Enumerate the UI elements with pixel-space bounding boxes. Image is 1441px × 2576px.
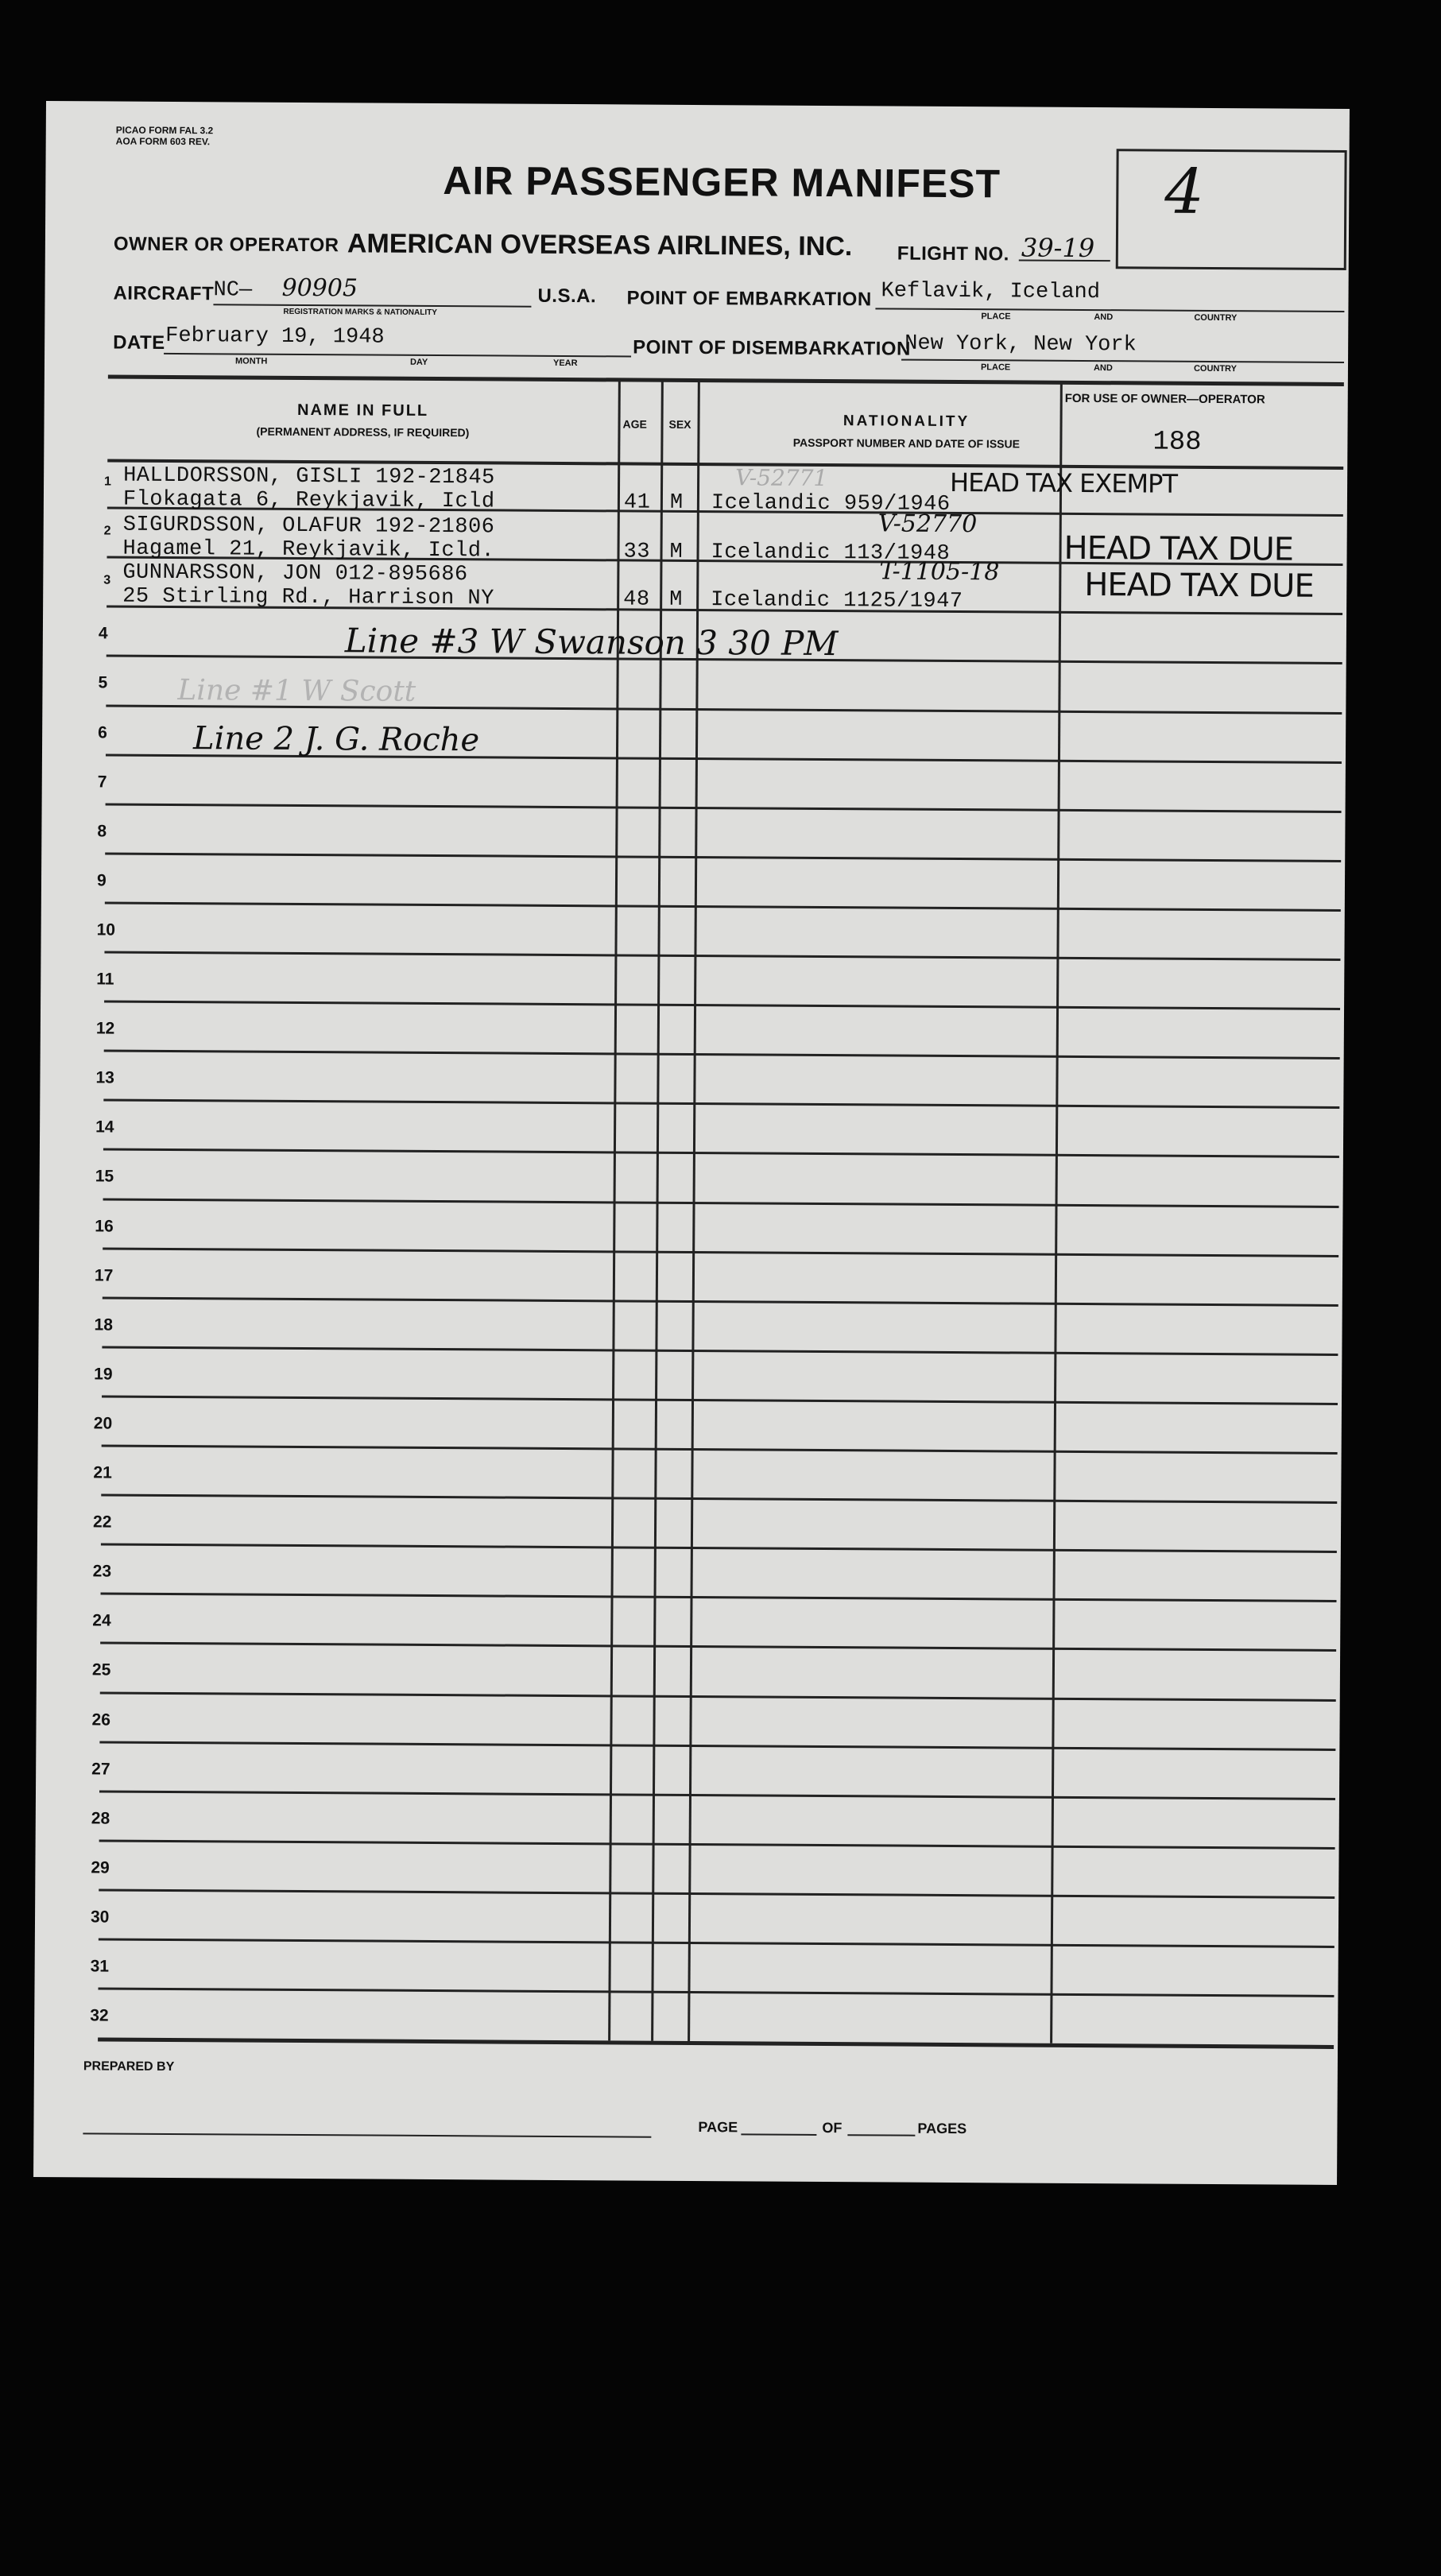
passenger-3-name: GUNNARSSON, JON 012-895686 [122, 560, 468, 587]
row-number: 23 [92, 1562, 112, 1581]
passenger-2-nationality: Icelandic 113/1948 [711, 540, 951, 566]
row-divider [103, 1198, 1339, 1207]
handwritten-line-2: Line #1 W Scott [177, 674, 416, 708]
row-number: 16 [95, 1216, 114, 1236]
row-divider [102, 1346, 1338, 1355]
row-divider [105, 852, 1341, 862]
row-number: 29 [91, 1858, 110, 1877]
passenger-3-address: 25 Stirling Rd., Harrison NY [122, 584, 494, 611]
row-divider [98, 1988, 1334, 1997]
row-number: 9 [96, 871, 107, 890]
row-number: 13 [95, 1068, 114, 1087]
prepared-by-line [83, 2132, 651, 2137]
passenger-3-age: 48 [623, 587, 650, 612]
row-number: 10 [96, 920, 116, 939]
date-value: February 19, 1948 [165, 323, 385, 350]
passenger-1-annotation: V-52771 [735, 464, 828, 492]
handwritten-line-1: Line #3 W Swanson 3 30 PM [344, 621, 839, 664]
handwritten-line-3: Line 2 J. G. Roche [192, 720, 480, 759]
passenger-1-stamp: HEAD TAX EXEMPT [949, 467, 1178, 499]
aircraft-prefix: NC— [213, 278, 253, 303]
owner-use-number: 188 [1152, 427, 1202, 458]
row-number: 2 [103, 524, 111, 538]
passenger-2-address: Hagamel 21, Reykjavik, Icld. [122, 537, 495, 564]
table-bottom-rule [98, 2037, 1334, 2048]
page-title: AIR PASSENGER MANIFEST [443, 158, 1001, 207]
owner-col-line [1050, 382, 1063, 2043]
row-number: 15 [95, 1167, 114, 1186]
row-divider [103, 1296, 1338, 1306]
passenger-1-nationality: Icelandic 959/1946 [711, 491, 951, 517]
passenger-3-nationality: Icelandic 1125/1947 [711, 588, 963, 614]
page-label: PAGE [698, 2119, 738, 2136]
passenger-2-stamp: HEAD TAX DUE [1063, 529, 1294, 568]
disembarkation-value: New York, New York [904, 331, 1137, 358]
pages-label: PAGES [917, 2120, 967, 2137]
flight-label: FLIGHT NO. [897, 242, 1009, 265]
row-number: 1 [104, 475, 112, 489]
aircraft-country: U.S.A. [537, 285, 597, 308]
prepared-by-label: PREPARED BY [83, 2059, 175, 2074]
row-divider [101, 1494, 1337, 1504]
row-number: 8 [97, 822, 107, 841]
row-number: 11 [96, 970, 114, 989]
row-divider [101, 1544, 1337, 1553]
row-number: 22 [93, 1513, 112, 1532]
row-divider [103, 1099, 1339, 1109]
passenger-3-stamp: HEAD TAX DUE [1084, 566, 1314, 605]
passenger-3-annotation: T-1105-18 [879, 557, 1000, 587]
row-number: 5 [98, 673, 108, 692]
manifest-page: PICAO FORM FAL 3.2 AOA FORM 603 REV. AIR PASSENGER MANIFEST 4 OWNER OR OPERATOR AMERICAN OVERSEAS AIRLINES, INC. FLIGHT NO. 39-19 AIRCRAFT NC— 90905 REGISTRATION MARKS & NATIONALITY U.S.A. POINT OF EMBARKATION Keflavik, Iceland PLACE AND COUNTRY DATE February 19, 1948 MONTH DAY YEAR POINT OF DISEMBARKATION New York, New York PLACE AND COUNTRY NAME IN FULL (PERMANENT ADDRESS, IF REQUIRED) AGE SEX NATIONALITY PASSPORT NUMBER AND DATE OF ISSUE FOR USE OF OWNER—OPERATOR 188 1 2 3 4 5 6 7 8 9 10 11 12 13 14 15 16 17 18 19 20 21 22 23 24 25 26 27 28 29 30 31 32 HALLDORSSON, GISLI 192-21845 Flokagata 6, Reykjavik, Icld 41 M Icelandic 959/1946 V-52771 HEAD TAX EXEMPT SIGURDSSON, OLAFUR 192-21806 Hagamel 21, Reykjavik, Icld. 33 M Icelandic 113/1948 V-52770 HEAD TAX DUE GUNNARSSON, JON 012-895686 25 Stirling Rd., Harrison NY 48 M Icelandic 1125/1947 T-1105-18 HEAD TAX DUE Line #3 W Swanson 3 30 PM Line #1 W Scott Line 2 J. G. Roche PREPARED BY PAGE OF PAGES [33, 101, 1350, 2185]
row-divider [104, 1001, 1340, 1010]
row-divider [103, 1247, 1338, 1257]
row-divider [101, 1593, 1337, 1602]
row-number: 31 [90, 1957, 110, 1976]
name-header: NAME IN FULL (PERMANENT ADDRESS, IF REQUIRED) [256, 401, 470, 440]
nationality-header: NATIONALITY PASSPORT NUMBER AND DATE OF ISSUE [792, 413, 1021, 451]
row-number: 25 [91, 1660, 111, 1679]
date-label: DATE [113, 331, 165, 354]
row-divider [99, 1790, 1335, 1799]
row-number: 32 [90, 2006, 109, 2025]
owner-use-header: FOR USE OF OWNER—OPERATOR [1064, 391, 1265, 407]
row-number: 19 [94, 1365, 113, 1384]
row-number: 21 [93, 1463, 112, 1482]
row-number: 17 [94, 1265, 114, 1285]
row-number: 27 [91, 1759, 110, 1779]
passenger-1-sex: M [669, 490, 684, 515]
passenger-1-name: HALLDORSSON, GISLI 192-21845 [123, 463, 495, 490]
row-divider [100, 1642, 1336, 1652]
row-number: 20 [93, 1414, 113, 1433]
of-label: OF [822, 2120, 843, 2136]
passenger-2-annotation: V-52770 [877, 509, 978, 539]
row-number: 12 [95, 1019, 115, 1038]
corner-box [1116, 149, 1347, 270]
form-id: PICAO FORM FAL 3.2 AOA FORM 603 REV. [115, 124, 214, 148]
aircraft-sub: REGISTRATION MARKS & NATIONALITY [283, 307, 437, 318]
aircraft-label: AIRCRAFT [113, 282, 215, 305]
row-divider [103, 1149, 1339, 1158]
row-number: 7 [97, 773, 107, 792]
row-divider [104, 951, 1340, 960]
passenger-2-sex: M [669, 540, 684, 564]
row-number: 4 [98, 624, 108, 643]
row-number: 6 [98, 722, 107, 742]
row-number: 18 [94, 1315, 114, 1334]
passenger-2-name: SIGURDSSON, OLAFUR 192-21806 [122, 513, 495, 540]
row-divider [99, 1888, 1334, 1898]
passenger-1-address: Flokagata 6, Reykjavik, Icld [122, 487, 495, 514]
sex-header: SEX [668, 417, 691, 431]
age-header: AGE [622, 417, 647, 431]
passenger-1-age: 41 [623, 490, 651, 515]
row-number: 14 [95, 1118, 114, 1137]
corner-number: 4 [1164, 156, 1205, 228]
owner-label: OWNER OR OPERATOR [113, 233, 339, 257]
row-number: 28 [91, 1809, 110, 1828]
row-divider [99, 1741, 1335, 1750]
aircraft-value: 90905 [281, 273, 358, 303]
row-divider [99, 1839, 1335, 1849]
owner-value: AMERICAN OVERSEAS AIRLINES, INC. [347, 228, 853, 262]
disembarkation-label: POINT OF DISEMBARKATION [633, 336, 911, 360]
passenger-3-sex: M [669, 587, 683, 612]
row-divider [102, 1395, 1338, 1404]
row-divider [105, 901, 1341, 911]
row-number: 3 [103, 573, 111, 587]
embarkation-value: Keflavik, Iceland [881, 279, 1101, 305]
row-number: 24 [92, 1611, 111, 1630]
row-number: 26 [91, 1710, 110, 1730]
passenger-2-age: 33 [623, 540, 651, 564]
row-divider [104, 1050, 1340, 1059]
row-number: 30 [90, 1908, 110, 1927]
embarkation-label: POINT OF EMBARKATION [626, 287, 872, 311]
row-divider [100, 1691, 1336, 1701]
row-divider [99, 1938, 1334, 1947]
row-divider [106, 803, 1342, 812]
row-divider [102, 1444, 1338, 1454]
flight-value: 39-19 [1021, 232, 1095, 264]
